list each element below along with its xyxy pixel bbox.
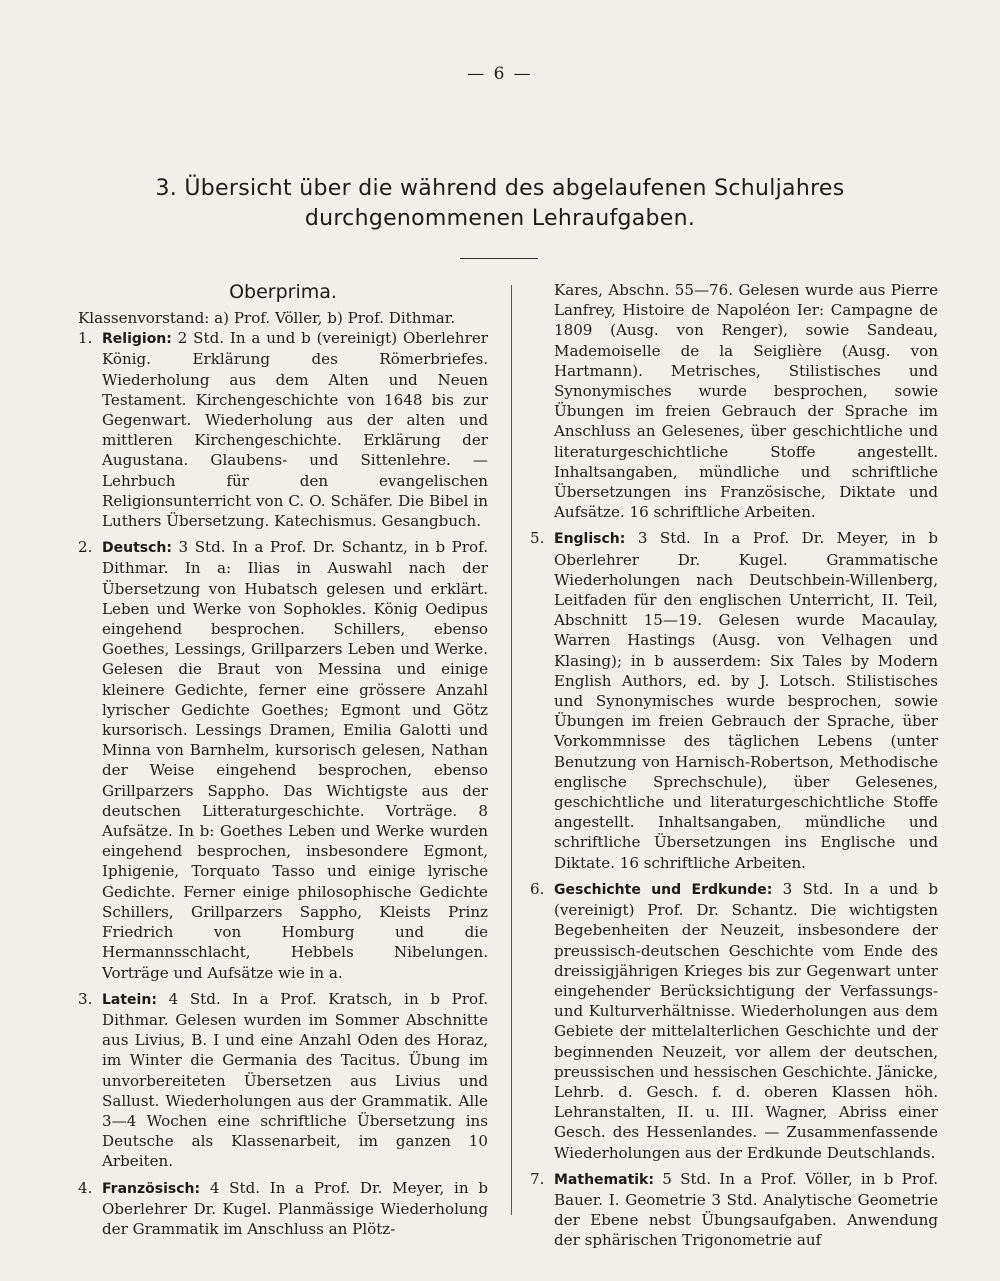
item-number: 5. — [530, 529, 545, 548]
left-column — [78, 280, 488, 1239]
subject-text: 4 Std. In a Prof. Dr. Meyer, in b Oberlehrer Dr. Kugel. Planmässige Wiederholung der Grammatik im Anschluss an Plötz- — [102, 1178, 488, 1238]
subject-text: 3 Std. In a und b (vereinigt) Prof. Dr. Schantz. Die wichtigsten Begebenheiten der Neuzeit, insbesondere der preussisch-deutschen Geschichte vom Ende des dreissigjährigen Krieges bis zur Gegenwart unter eingehender Berücksichtigung der Verfassungs- und Kulturverhältnisse. Wiederholungen aus dem Gebiete der mittelalterlichen Geschichte und der beginnenden Neuzeit, vor allem der deutschen, preussischen und hessischen Geschichte. Jänicke, Lehrb. d. Gesch. f. d. oberen Klassen höh. Lehranstalten, II. u. III. Wagner, Abriss einer Gesch. des Hessenlandes. — Zusammenfassende Wiederholungen aus der Erdkunde Deutschlands. — [554, 879, 938, 1162]
subject-label: Mathematik: — [554, 1171, 654, 1188]
subject-label: Latein: — [102, 991, 157, 1008]
subject-label: Geschichte und Erdkunde: — [554, 881, 773, 898]
class-heading: Oberprima. — [229, 281, 337, 303]
subject-item-franzoesisch-continued: Kares, Abschn. 55—76. Gelesen wurde aus Pierre Lanfrey, Histoire de Napoléon Ier: Campagne de 1809 (Ausg. von Renger), sowie Sandeau, Mademoiselle de la Seiglière (Ausg. von Hartmann). Metrisches, Stilistisches und Synonymisches wurde besprochen, sowie Übungen im freien Gebrauch der Sprache im Anschluss an Gelesenes, über geschichtliche und literaturgeschichtliche Stoffe angestellt. Inhaltsangaben, mündliche und schriftliche Übersetzungen ins Französische, Diktate und Aufsätze. 16 schriftliche Arbeiten. — [554, 281, 938, 522]
item-number: 7. — [530, 1169, 545, 1188]
item-number: 1. — [78, 329, 93, 348]
subject-item-mathematik — [530, 1169, 938, 1251]
subject-item-geschichte — [530, 879, 938, 1163]
subject-text: 3 Std. In a Prof. Dr. Meyer, in b Oberlehrer Dr. Kugel. Grammatische Wiederholungen nach Deutschbein-Willenberg, Leitfaden für den englischen Unterricht, II. Teil, Abschnitt 15—19. Gelesen wurde Macaulay, Warren Hastings (Ausg. von Velhagen und Klasing); in b ausserdem: Six Tales by Modern English Authors, ed. by J. Lotsch. Stilistisches und Synonymisches wurde besprochen, sowie Übungen im freien Gebrauch der Sprache, über Vorkommnisse des täglichen Lebens (unter Benutzung von Harnisch-Robertson, Methodische englische Sprechschule), über Gelesenes, geschichtliche und literaturgeschichtliche Stoffe angestellt. Inhaltsangaben, mündliche und schriftliche Übersetzungen ins Englische und Diktate. 16 schriftliche Arbeiten. — [554, 529, 938, 872]
subject-text: 4 Std. In a Prof. Kratsch, in b Prof. Dithmar. Gelesen wurden im Sommer Abschnitte aus Livius, B. I und eine Anzahl Oden des Horaz, im Winter die Germania des Tacitus. Übung im unvorbereiteten Übersetzen aus Livius und Sallust. Wiederholungen aus der Grammatik. Alle 3—4 Wochen eine schriftliche Übersetzung ins Deutsche als Klassenarbeit, im ganzen 10 Arbeiten. — [102, 989, 488, 1171]
item-number: 6. — [530, 879, 545, 898]
section-title-line-2: durchgenommenen Lehraufgaben. — [304, 206, 696, 231]
subject-label: Deutsch: — [102, 540, 172, 557]
item-number: 3. — [78, 989, 93, 1008]
subject-text: 3 Std. In a Prof. Dr. Schantz, in b Prof. Dithmar. In a: Ilias in Auswahl nach der Übersetzung von Hubatsch gelesen und erklärt. Leben und Werke von Sophokles. König Oedipus eingehend besprochen. Schillers, ebenso Goethes, Lessings, Grillparzers Leben und Werke. Gelesen die Braut von Messina und einige kleinere Gedichte, ferner eine grössere Anzahl lyrischer Gedichte Goethes; Egmont und Götz kursorisch. Lessings Dramen, Emilia Galotti und Minna von Barnhelm, kursorisch gelesen, Nathan der Weise eingehend besprochen, ebenso Grillparzers Sappho. Das Wichtigste aus der deutschen Litteraturgeschichte. Vorträge. 8 Aufsätze. In b: Goethes Leben und Werke wurden eingehend besprochen, insbesondere Egmont, Iphigenie, Torquato Tasso und einige lyrische Gedichte. Ferner einige philosophische Gedichte Schillers, Grillparzers Sappho, Kleists Prinz Friedrich von Homburg und die Hermannsschlacht, Hebbels Nibelungen. Vorträge und Aufsätze wie in a. — [102, 538, 488, 982]
section-title-line-1: 3. Übersicht über die während des abgelaufenen Schuljahres — [155, 176, 845, 201]
subject-label: Englisch: — [554, 531, 626, 548]
column-divider — [511, 285, 512, 1215]
item-number: 2. — [78, 538, 93, 557]
subject-item-englisch — [530, 528, 938, 872]
subject-text: 2 Std. In a und b (vereinigt) Oberlehrer König. Erklärung des Römerbriefes. Wiederholung aus dem Alten und Neuen Testament. Kirchengeschichte von 1648 bis zur Gegenwart. Wiederholung aus der alten und mittleren Kirchengeschichte. Erklärung der Augustana. Glaubens- und Sittenlehre. — Lehrbuch für den evangelischen Religionsunterricht von C. O. Schäfer. Die Bibel in Luthers Übersetzung. Katechismus. Gesangbuch. — [102, 329, 488, 531]
class-teacher: Klassenvorstand: a) Prof. Völler, b) Prof. Dithmar. — [78, 309, 456, 327]
subject-label: Religion: — [102, 331, 172, 348]
subject-item-latein — [78, 989, 488, 1172]
item-number: 4. — [78, 1178, 93, 1197]
title-divider — [460, 258, 538, 259]
right-column — [530, 280, 938, 1251]
subject-item-deutsch — [78, 537, 488, 982]
subject-label: Französisch: — [102, 1180, 201, 1197]
section-title — [60, 174, 940, 234]
page-number: — 6 — — [467, 64, 533, 84]
subject-item-franzoesisch — [78, 1178, 488, 1240]
subject-text: 5 Std. In a Prof. Völler, in b Prof. Bauer. I. Geometrie 3 Std. Analytische Geometrie der Ebene nebst Übungsaufgaben. Anwendung der sphärischen Trigonometrie auf — [554, 1169, 938, 1250]
subject-item-religion — [78, 328, 488, 531]
